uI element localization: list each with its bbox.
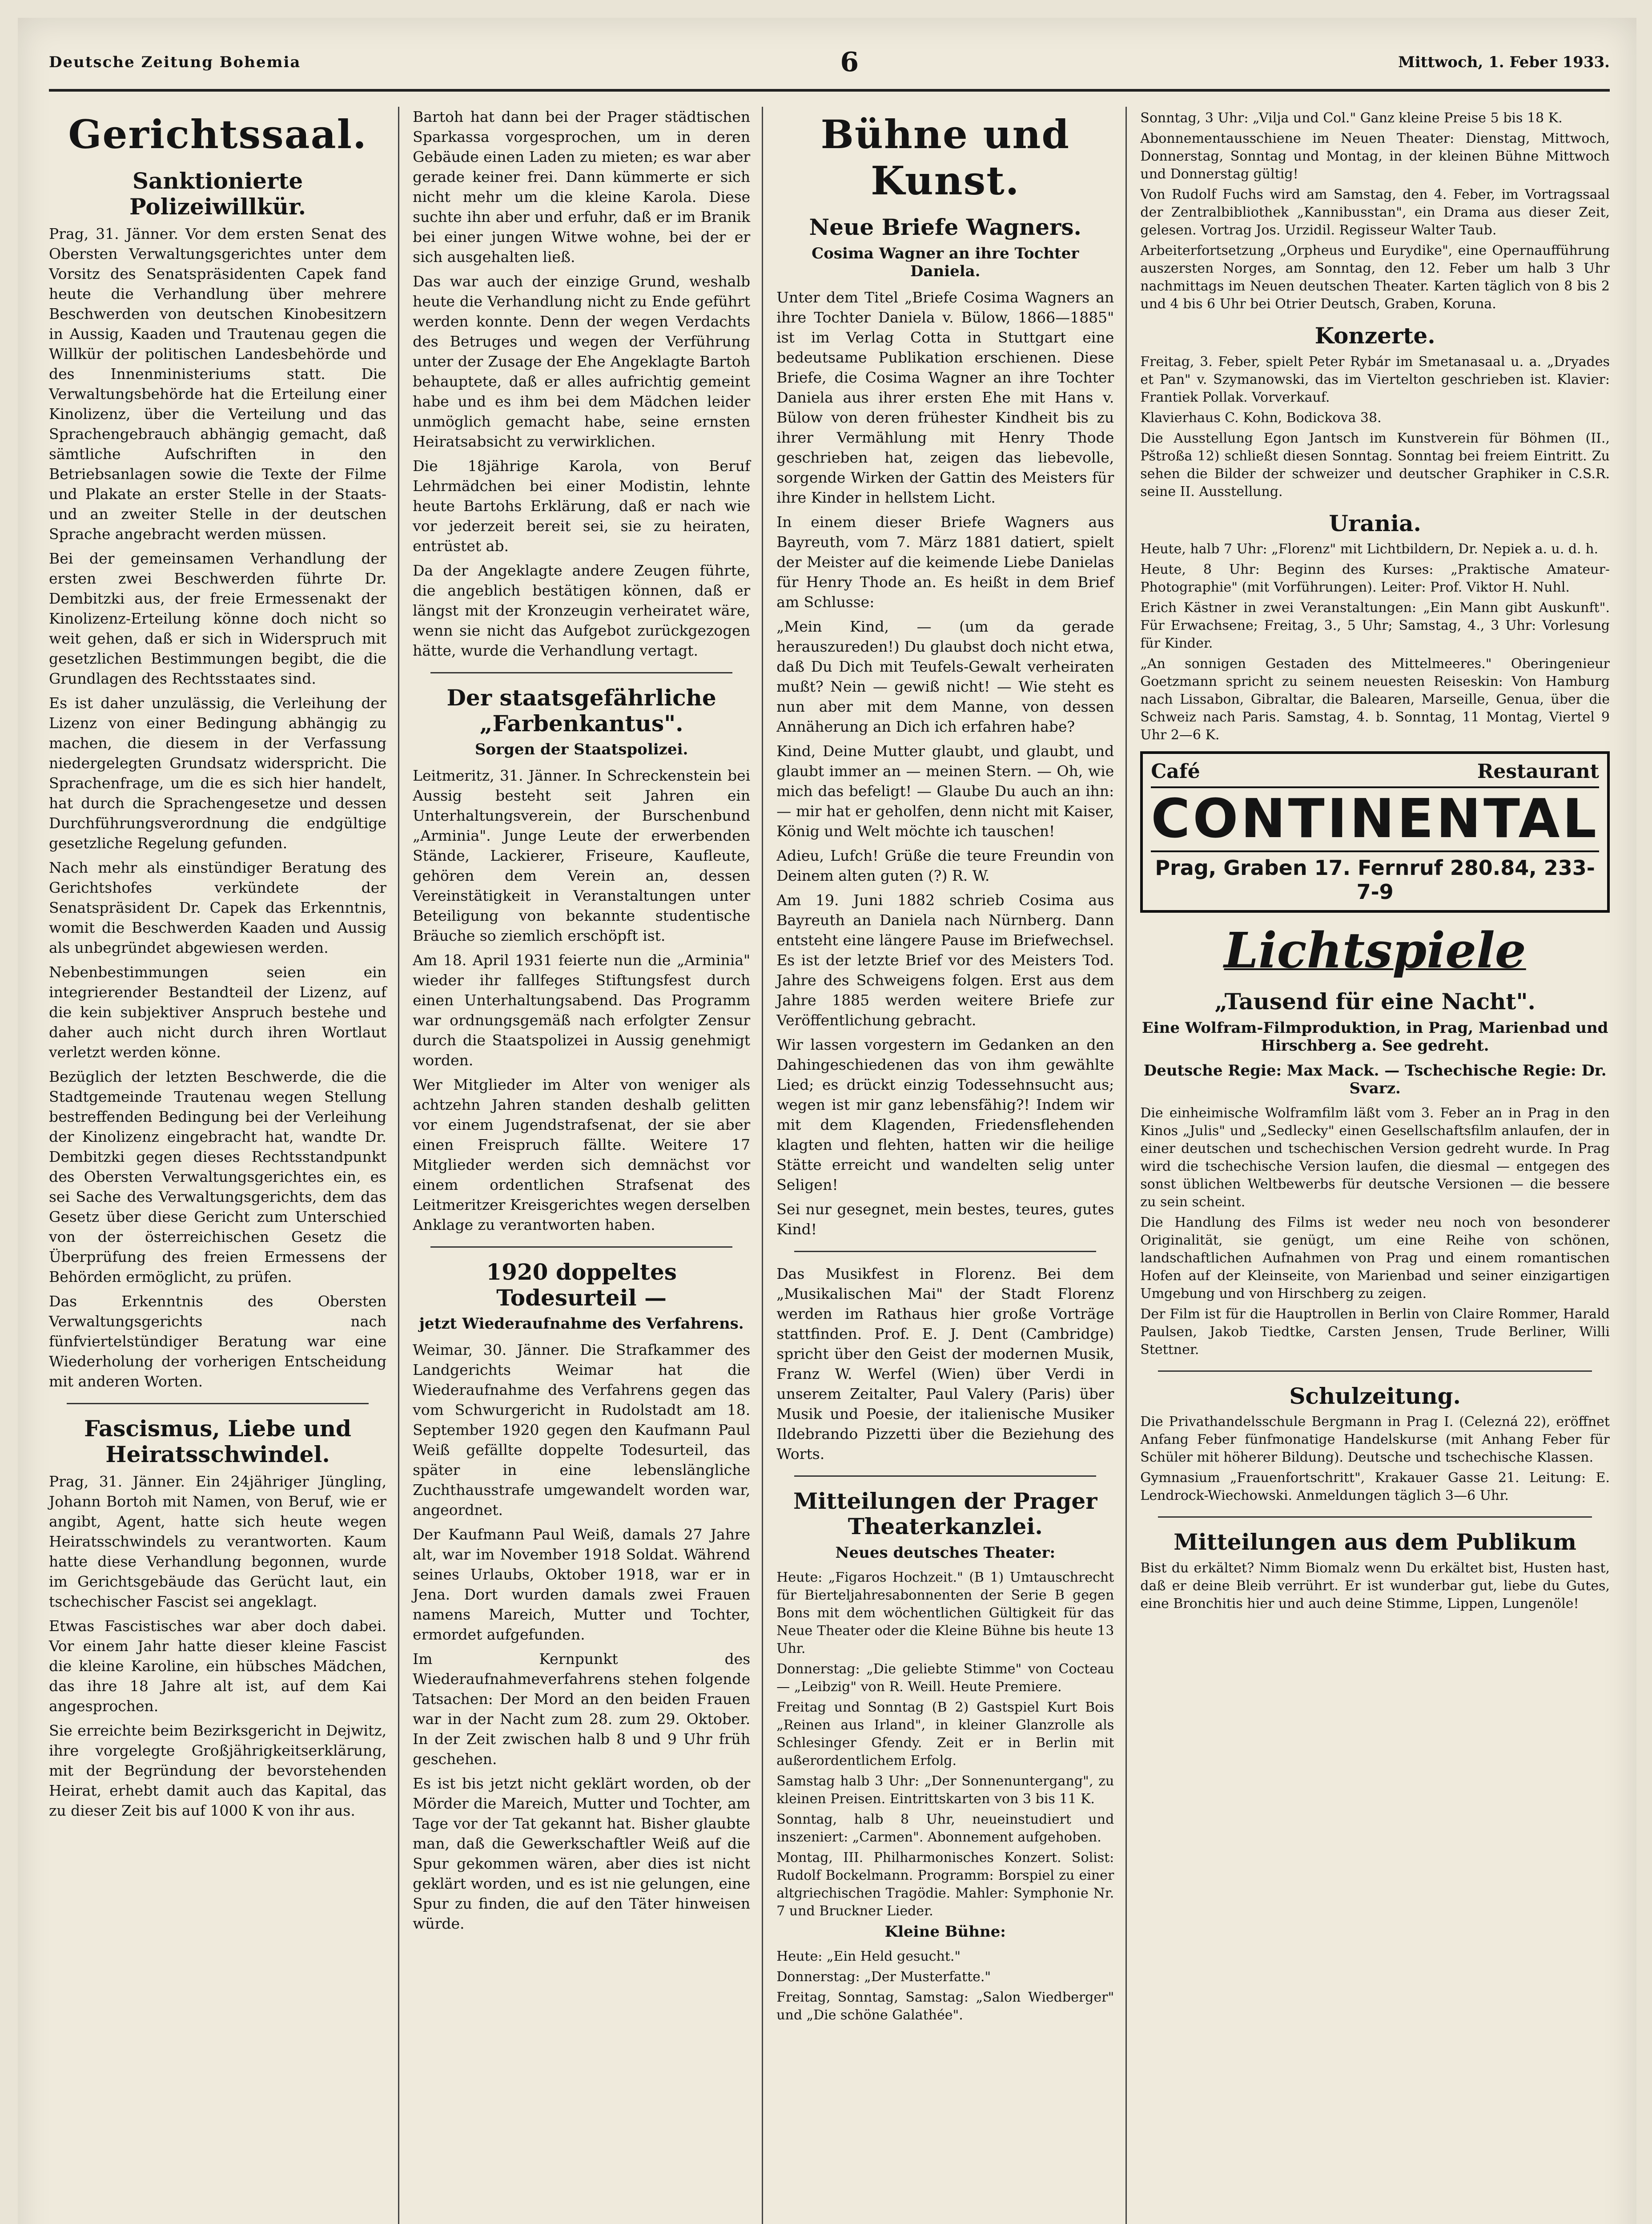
column-1 xyxy=(49,107,399,2224)
article-subtitle: Cosima Wagner an ihre Tochter Daniela. xyxy=(812,244,1079,280)
listing-paragraph: Abonnementausschiene im Neuen Theater: Dienstag, Mittwoch, Donnerstag, Sonntag und Montag, in der kleinen Bühne Mittwoch und Donnerstag gültig! xyxy=(1140,131,1610,182)
listing-paragraph: Sonntag, 3 Uhr: „Vilja und Col." Ganz kleine Preise 5 bis 18 K. xyxy=(1140,110,1563,126)
column-3 xyxy=(776,107,1127,2224)
listing-paragraph: Die einheimische Wolframfilm läßt vom 3. Feber an in Prag in den Kinos „Julis" und „Sedlecky" einen Gesellschaftsfilm anlaufen, der in einer deutschen und tschechischen Version gedreht wurde. In Prag wird die tschechische Version laufen, die diesmal — entgegen des sonst üblichen Weltbewerbs für deutsche Versionen — die bessere zu sein scheint. xyxy=(1140,1105,1610,1210)
article-paragraph: „Mein Kind, — (um da gerade herauszureden!) Du glaubst doch nicht etwa, daß Du Dich mit Teufels-Gewalt verheiraten mußt? Nein — gewiß nicht! — Wie steht es nun aber mit dem Manne, von dessen Annäherung an Dich ich erfahren habe? xyxy=(776,617,1114,735)
article-paragraph: Die 18jährige Karola, von Beruf Lehrmädchen bei einer Modistin, lehnte heute Bartohs Erklärung, daß er nach wie vor jederzeit bereit sei, sie zu heiraten, entrüstet ab. xyxy=(413,457,751,555)
article-paragraph: Sie erreichte beim Bezirksgericht in Dejwitz, ihre vorgelegte Großjährigkeitserklärung, mit der Begründung der bevorstehenden Heirat, erhebt damit auch das Kapital, das zu dieser Zeit bis auf 1000 K von ihr aus. xyxy=(49,1722,387,1819)
film-title: „Tausend für eine Nacht". xyxy=(1214,988,1535,1015)
article-paragraph: Prag, 31. Jänner. Vor dem ersten Senat des Obersten Verwaltungsgerichtes unter dem Vorsitz des Senatspräsidenten Capek fand heute die Verhandlung über mehrere Beschwerden von deutschen Kinobesitzern in Aussig, Kaaden und Trautenau gegen die Willkür der politischen Landesbehörde und des Innenministeriums statt. Die Verwaltungsbehörde hat die Erteilung einer Kinolizenz, über die Verteilung und das Sprachengebrauch abhängig gemacht, daß sämtliche Aufschriften in den Betriebsanlagen sowie die Texte der Filme und Plakate an erster Stelle in der Staats- und an zweiter Stelle in der deutschen Sprache angebracht werden müssen. xyxy=(49,225,387,543)
article-subtitle: jetzt Wiederaufnahme des Verfahrens. xyxy=(419,1315,744,1333)
listing-paragraph: Sonntag, halb 8 Uhr, neueinstudiert und inszeniert: „Carmen". Abonnement aufgehoben. xyxy=(776,1811,1114,1845)
divider xyxy=(430,672,732,673)
ad-name: CONTINENTAL xyxy=(1151,788,1599,850)
listing-paragraph: Heute, halb 7 Uhr: „Florenz" mit Lichtbildern, Dr. Nepiek a. u. d. h. xyxy=(1140,541,1599,557)
article-paragraph: Unter dem Titel „Briefe Cosima Wagners an ihre Tochter Daniela v. Bülow, 1866—1885" ist im Verlag Cotta in Stuttgart eine bedeutsame Publikation erschienen. Diese Briefe, die Cosima Wagner an ihre Tochter Daniela aus ihrer ersten Ehe mit Hans v. Bülow von deren frühester Kindheit bis zu ihrer Vermählung mit Henry Thode geschrieben hat, zeigen das liebevolle, sorgende Wirken der Gattin des Meisters für ihre Kinder in hellstem Licht. xyxy=(776,288,1114,506)
article-paragraph: Es ist bis jetzt nicht geklärt worden, ob der Mörder die Mareich, Mutter und Tochter, am Tage vor der Tat gekannt hat. Bisher glaubte man, daß die Gewerkschaftler Weiß auf die Spur gekommen wären, aber dies ist nicht geklärt worden, und es ist nie gelungen, eine Spur zu finden, die auf den Täter hinweisen würde. xyxy=(413,1775,751,1932)
article-paragraph: Es ist daher unzulässig, die Verleihung der Lizenz von einer Bedingung abhängig zu machen, die diesem in der Verfassung niedergelegten Grundsatz widerspricht. Die Sprachenfrage, um die es sich hier handelt, hat durch die Sprachengesetze und dessen Durchführungsverordnung die endgültige gesetzliche Regelung gefunden. xyxy=(49,694,387,852)
article-paragraph: Da der Angeklagte andere Zeugen führte, die angeblich bestätigen können, daß er längst mit der Kronzeugin verheiratet wäre, wenn sie nicht das Aufgebot zurückgezogen hätte, wurde die Verhandlung vertagt. xyxy=(413,562,751,659)
article-title-todesurteil: 1920 doppeltes Todesurteil — xyxy=(486,1259,677,1311)
article-title-polizeiwillkuer: Sanktionierte Polizeiwillkür. xyxy=(129,168,306,220)
listing-paragraph: Donnerstag: „Die geliebte Stimme" von Cocteau — „Leibzig" von R. Weill. Heute Premiere. xyxy=(776,1661,1114,1695)
listing-paragraph: Arbeiterfortsetzung „Orpheus und Eurydike", eine Opernaufführung auszersten Norges, am Sonntag, den 12. Feber um halb 3 Uhr nachmittags im Neuen deutschen Theater. Karten täglich von 8 bis 2 und 4 bis 6 Uhr bei Otrier Deutsch, Graben, Koruna. xyxy=(1140,243,1610,312)
listing-paragraph: Samstag halb 3 Uhr: „Der Sonnenuntergang", zu kleinen Preisen. Eintrittskarten von 3 bis 11 K. xyxy=(776,1773,1114,1807)
listing-paragraph: Freitag, Sonntag, Samstag: „Salon Wiedberger" und „Die schöne Galathée". xyxy=(776,1989,1114,2023)
article-paragraph: Das Erkenntnis des Obersten Verwaltungsgerichts nach fünfviertelstündiger Beratung war eine Wiederholung der vorherigen Entscheidung mit anderen Worten. xyxy=(49,1293,387,1390)
section-title-urania: Urania. xyxy=(1329,510,1421,536)
listing-paragraph: Donnerstag: „Der Musterfatte." xyxy=(776,1969,991,1985)
listing-paragraph: Montag, III. Philharmonisches Konzert. Solist: Rudolf Bockelmann. Programm: Borspiel zu einer altgriechischen Tragödie. Mahler: Symphonie Nr. 7 und Bruckner Lieder. xyxy=(776,1849,1114,1919)
masthead xyxy=(49,36,1610,92)
article-paragraph: Nebenbestimmungen seien ein integrierender Bestandteil der Lizenz, auf die kein subjektiver Anspruch bestehe und daher auch nicht durch ihren Wortlaut verletzt werden könne. xyxy=(49,963,387,1061)
article-paragraph: Weimar, 30. Jänner. Die Strafkammer des Landgerichts Weimar hat die Wiederaufnahme des Verfahrens gegen das vom Schwurgericht in Rudolstadt am 18. September 1920 gegen den Kaufmann Paul Weiß gefällte doppelte Todesurteil, das später in eine lebenslängliche Zuchthausstrafe umgewandelt worden war, angeordnet. xyxy=(413,1341,751,1519)
article-paragraph: Im Kernpunkt des Wiederaufnahmeverfahrens stehen folgende Tatsachen: Der Mord an den beiden Frauen war in der Nacht zum 28. zum 29. Oktober. In der Zeit zwischen halb 8 und 9 Uhr früh geschehen. xyxy=(413,1650,751,1768)
ad-restaurant-label: Restaurant xyxy=(1477,760,1599,783)
section-title-buehne: Bühne und Kunst. xyxy=(820,111,1070,204)
article-paragraph: Leitmeritz, 31. Jänner. In Schreckenstein bei Aussig besteht seit Jahren ein Unterhaltungsverein, der Burschenbund „Arminia". Junge Leute der erwerbenden Stände, Lackierer, Friseure, Kaufleute, gehören dem Verein an, dessen Vereinstätigkeit in Veranstaltungen unter Beteiligung von bekannte studentische Bräuche so ziemlich erschöpft ist. xyxy=(413,767,751,944)
listing-paragraph: Freitag, 3. Feber, spielt Peter Rybár im Smetanasaal u. a. „Dryades et Pan" v. Szymanowski, das im Viertelton geschrieben ist. Klavier: Frantiek Pollak. Vorverkauf. xyxy=(1140,354,1610,405)
listing-paragraph: Bist du erkältet? Nimm Biomalz wenn Du erkältet bist, Husten hast, daß er deine Bleib verrührt. Er ist wunderbar gut, liebe du Gutes, eine Bronchitis hier und auch deine Stimme, Lippen, Lungenöle! xyxy=(1140,1560,1610,1612)
article-paragraph: Bei der gemeinsamen Verhandlung der ersten zwei Beschwerden führte Dr. Dembitzki aus, der freie Ermessenakt der Kinolizenz-Erteilung könne doch nicht so weit gehen, daß er sich in Widerspruch mit gesetzlichen Bestimmungen begibt, die die Grundlagen des Rechtsstaates sind. xyxy=(49,550,387,687)
ad-address: Prag, Graben 17. Fernruf 280.84, 233-7-9 xyxy=(1151,850,1599,904)
column-4 xyxy=(1140,107,1610,2224)
article-paragraph: Der Kaufmann Paul Weiß, damals 27 Jahre alt, war im November 1918 Soldat. Während seines Urlaubs, Oktober 1918, war er in Jena. Dort wurden damals zwei Frauen namens Mareich, Mutter und Tochter, ermordet aufgefunden. xyxy=(413,1526,751,1643)
article-title-theaterkanzlei: Mitteilungen der Prager Theaterkanzlei. xyxy=(793,1487,1097,1539)
section-title-lichtspiele: Lichtspiele xyxy=(1224,922,1526,979)
article-paragraph: Etwas Fascistisches war aber doch dabei. Vor einem Jahr hatte dieser kleine Fascist die kleine Karoline, ein hübsches Mädchen, das ihre 18 Jahre alt ist, auf dem Kai angesprochen. xyxy=(49,1617,387,1715)
section-title-publikum: Mitteilungen aus dem Publikum xyxy=(1174,1529,1577,1555)
article-paragraph: Nach mehr als einstündiger Beratung des Gerichtshofes verkündete der Senatspräsident Dr. Capek das Erkenntnis, womit die Beschwerden Kaaden und Aussig als unbegründet abgewiesen werden. xyxy=(49,859,387,956)
listing-paragraph: Klavierhaus C. Kohn, Bodickova 38. xyxy=(1140,410,1382,426)
article-title-wagner: Neue Briefe Wagners. xyxy=(809,214,1081,240)
article-paragraph: Bartoh hat dann bei der Prager städtischen Sparkassa vorgesprochen, um in deren Gebäude einen Laden zu mieten; es war aber gerade keiner frei. Dann kümmerte er sich nicht mehr um die kleine Karola. Diese suchte ihn aber und erfuhr, daß er im Branik bei einer jungen Witwe wohne, bei der er sich ausgehalten ließ. xyxy=(413,108,751,266)
ad-cafe-label: Café xyxy=(1151,760,1200,783)
page-number: 6 xyxy=(840,47,859,78)
article-subtitle: Neues deutsches Theater: xyxy=(835,1543,1055,1562)
advertisement-continental xyxy=(1140,751,1610,913)
listing-paragraph: Von Rudolf Fuchs wird am Samstag, den 4. Feber, im Vortragssaal der Zentralbibliothek „Kannibusstan", ein Drama aus dieser Zeit, gelesen. Vortrag Jos. Urzidil. Regisseur Walter Taub. xyxy=(1140,187,1610,238)
article-paragraph: Das war auch der einzige Grund, weshalb heute die Verhandlung nicht zu Ende geführt werden konnte. Denn der wegen Verdachts des Betruges und wegen der Verführung unter der Zusage der Ehe Angeklagte Bartoh behauptete, daß er alles aufrichtig gemeint habe und es ihm bei dem Mädchen leider unmöglich gemacht habe, seine ernsten Heiratsabsicht zu verwirklichen. xyxy=(413,273,751,450)
article-paragraph: Sei nur gesegnet, mein bestes, teures, gutes Kind! xyxy=(776,1200,1114,1238)
listing-paragraph: Die Privathandelsschule Bergmann in Prag I. (Celezná 22), eröffnet Anfang Feber fünfmonatige Handelskurse (mit Anhang Feber für Schüler mit höherer Bildung). Deutsche und tschechische Klassen. xyxy=(1140,1414,1610,1465)
section-title-schulzeitung: Schulzeitung. xyxy=(1289,1382,1461,1409)
article-paragraph: Wer Mitglieder im Alter von weniger als achtzehn Jahren standen deshalb gelitten vor einem Jugendstrafsenat, der sie aber einen Freispruch fällte. Weitere 17 Mitglieder werden sich demnächst vor einem ordentlichen Strafsenat des Leitmeritzer Kreisgerichtes wegen derselben Anklage zu verantworten haben. xyxy=(413,1076,751,1233)
section-title-konzerte: Konzerte. xyxy=(1314,322,1435,349)
section-title-gerichtssaal: Gerichtssaal. xyxy=(68,111,367,157)
divider xyxy=(1158,1516,1592,1518)
article-subtitle: Sorgen der Staatspolizei. xyxy=(474,741,688,758)
listing-paragraph: Heute: „Ein Held gesucht." xyxy=(776,1948,961,1964)
listing-paragraph: Gymnasium „Frauenfortschritt", Krakauer Gasse 21. Leitung: E. Lendrock-Wiechowski. Anmeldungen täglich 3—6 Uhr. xyxy=(1140,1470,1610,1503)
article-paragraph: In einem dieser Briefe Wagners aus Bayreuth, vom 7. März 1881 datiert, spielt der Meister auf die keimende Liebe Danielas für Henry Thode an. Es heißt in dem Brief am Schlusse: xyxy=(776,513,1114,611)
listing-paragraph: Die Ausstellung Egon Jantsch im Kunstverein für Böhmen (II., Pštroßa 12) schließt diesen Sonntag. Sonntag bei freiem Eintritt. Zu sehen die Bilder der schweizer und deutscher Graphiker in C.S.R. seine II. Ausstellung. xyxy=(1140,430,1610,500)
ad-header xyxy=(1151,760,1599,788)
listing-paragraph: Der Film ist für die Hauptrollen in Berlin von Claire Rommer, Harald Paulsen, Jakob Tiedtke, Carsten Jensen, Trude Berliner, Willi Stettner. xyxy=(1140,1306,1610,1358)
listing-paragraph: „An sonnigen Gestaden des Mittelmeeres." Oberingenieur Goetzmann spricht zu seinem neuesten Reiseskin: Von Hamburg nach Lissabon, Gibraltar, die Balearen, Marseille, Genua, über die Schweiz nach Paris. Samstag, 4. b. Sonntag, 11 Montag, Viertel 9 Uhr 2—6 K. xyxy=(1140,656,1610,743)
film-credits: Deutsche Regie: Max Mack. — Tschechische Regie: Dr. Svarz. xyxy=(1143,1061,1607,1097)
article-paragraph: Wir lassen vorgestern im Gedanken an den Dahingeschiedenen das von ihm gewählte Lied; es drückt einzig Todessehnsucht aus; wegen ist mir ganz lebensfähig?! Indem wir mit dem Klagenden, Friedensflehenden klagten und flehten, hatten wir die heilige Stätte erreicht und wandelten selig unter Seligen! xyxy=(776,1035,1114,1193)
article-subtitle: Kleine Bühne: xyxy=(884,1922,1006,1941)
divider xyxy=(67,1403,369,1404)
article-paragraph: Am 19. Juni 1882 schrieb Cosima aus Bayreuth an Daniela nach Nürnberg. Dann entsteht eine längere Pause im Briefwechsel. Es ist der letzte Brief vor des Meisters Tod. Jahre des Schweigens folgen. Erst aus dem Jahre 1885 werden weitere Briefe zur Veröffentlichung gebracht. xyxy=(776,891,1114,1029)
divider xyxy=(794,1475,1096,1477)
article-title-fascismus: Fascismus, Liebe und Heiratsschwindel. xyxy=(84,1415,352,1467)
listing-paragraph: Freitag und Sonntag (B 2) Gastspiel Kurt Bois „Reinen aus Irland", in kleiner Glanzrolle als Schlesinger Gfendy. Zeit er in Berlin mit außerordentlichem Erfolg. xyxy=(776,1699,1114,1769)
columns xyxy=(49,107,1610,2224)
article-paragraph: Am 18. April 1931 feierte nun die „Arminia" wieder ihr fallfeges Stiftungsfest durch einen Unterhaltungsabend. Das Programm war ordnungsgemäß nach erfolgter Zensur durch die Staatspolizei in Aussig genehmigt worden. xyxy=(413,951,751,1069)
masthead-date: Mittwoch, 1. Feber 1933. xyxy=(1398,53,1610,71)
article-paragraph: Das Musikfest in Florenz. Bei dem „Musikalischen Mai" der Stadt Florenz werden im Rathaus hier große Vorträge stattfinden. Prof. E. J. Dent (Cambridge) spricht über den Geist der modernen Musik, Franz W. Werfel (Wien) über Verdi in unserem Zeitalter, Paul Valery (Paris) über Musik und Poesie, der italienische Musiker Ildebrando Pizzetti über die Beziehung des Worts. xyxy=(776,1265,1114,1463)
column-2 xyxy=(413,107,763,2224)
listing-paragraph: Heute, 8 Uhr: Beginn des Kurses: „Praktische Amateur-Photographie" (mit Vorführungen). Leiter: Prof. Viktor H. Nuhl. xyxy=(1140,562,1610,595)
listing-paragraph: Erich Kästner in zwei Veranstaltungen: „Ein Mann gibt Auskunft". Für Erwachsene; Freitag, 3., 5 Uhr; Samstag, 4., 3 Uhr: Vorlesung für Kinder. xyxy=(1140,600,1610,651)
masthead-title: Deutsche Zeitung Bohemia xyxy=(49,53,301,71)
article-paragraph: Adieu, Lufch! Grüße die teure Freundin von Deinem alten guten (?) R. W. xyxy=(776,846,1114,884)
article-paragraph: Kind, Deine Mutter glaubt, und glaubt, und glaubt immer an — meinen Stern. — Oh, wie mich das befeligt! — Glaube Du auch an ihn: — mir hat er geholfen, denn nicht mit Kaiser, König und Welt möchte ich tauschen! xyxy=(776,742,1114,840)
film-subtitle: Eine Wolfram-Filmproduktion, in Prag, Marienbad und Hirschberg a. See gedreht. xyxy=(1142,1019,1608,1055)
divider xyxy=(1158,1370,1592,1372)
listing-paragraph: Die Handlung des Films ist weder neu noch von besonderer Originalität, sie genügt, um eine Reihe von schönen, landschaftlichen Aufnahmen von Prag und einem romantischen Hofen auf der Kleinseite, von Marienbad und seiner einzigartigen Umgebung und von Hirschberg zu zeigen. xyxy=(1140,1214,1610,1301)
listing-paragraph: Heute: „Figaros Hochzeit." (B 1) Umtauschrecht für Bierteljahresabonnenten der Serie B gegen Bons mit dem wöchentlichen Gültigkeit für das Neue Theater oder die Kleine Bühne bis heute 13 Uhr. xyxy=(776,1569,1114,1656)
article-paragraph: Prag, 31. Jänner. Ein 24jähriger Jüngling, Johann Bortoh mit Namen, von Beruf, wie er angibt, Agent, hatte sich heute wegen Heiratsschwindels zu verantworten. Kaum hatte diese Verhandlung begonnen, wurde im Gerichtsgebäude das Gerücht laut, ein tschechischer Fascist sei angeklagt. xyxy=(49,1473,387,1610)
article-paragraph: Bezüglich der letzten Beschwerde, die die Stadtgemeinde Trautenau wegen Stellung bestreffenden Bedingung bei der Verleihung der Kinolizenz eingebracht hat, wandte Dr. Dembitzki gegen dieses Rechtsstandpunkt des Obersten Verwaltungsgerichtes ein, es sei Sache des Verwaltungsgerichts, dem das Gesetz über diese Gericht zum Unterschied von der österreichischen Gesetz die Überprüfung des freien Ermessens der Behörden ermöglicht, zu prüfen. xyxy=(49,1068,387,1285)
divider xyxy=(794,1251,1096,1252)
newspaper-page xyxy=(18,18,1636,2224)
article-title-farbenkantus: Der staatsgefährliche „Farbenkantus". xyxy=(446,685,716,737)
divider xyxy=(430,1246,732,1248)
